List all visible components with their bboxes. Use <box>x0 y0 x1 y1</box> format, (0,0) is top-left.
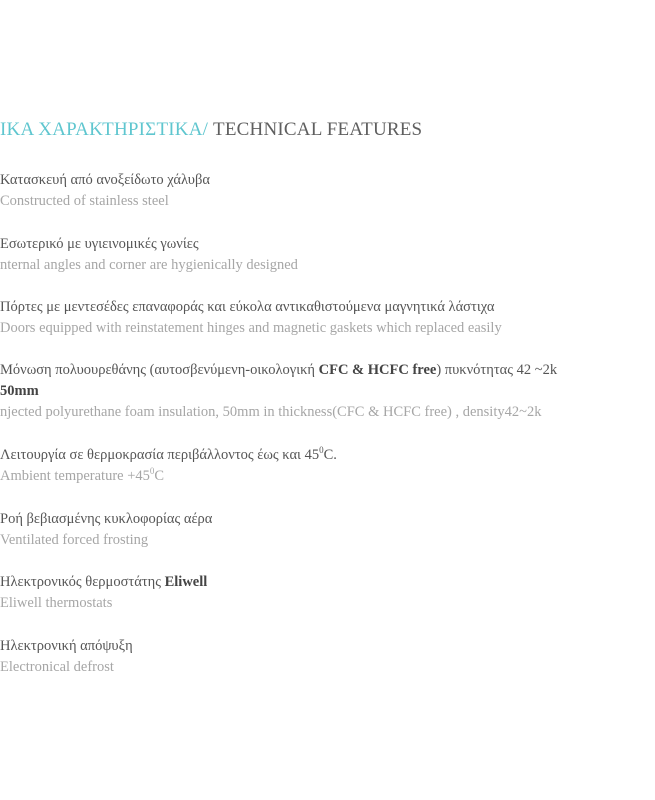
feature-greek <box>0 360 557 381</box>
feature-greek-prefix: Μόνωση πολυουρεθάνης (αυτοσβενύμενη-οικολογική <box>0 362 319 378</box>
feature-item <box>0 297 502 339</box>
feature-item <box>0 509 212 551</box>
heading-english: TECHNICAL FEATURES <box>208 119 423 140</box>
feature-english: nternal angles and corner are hygienically designed <box>0 257 298 273</box>
feature-english: Eliwell thermostats <box>0 595 113 611</box>
feature-greek-suffix: ) πυκνότητας 42 ~2k <box>436 362 558 378</box>
feature-item <box>0 360 557 423</box>
feature-greek: Εσωτερικό με υγιεινομικές γωνίες <box>0 236 199 252</box>
feature-greek-suffix: C. <box>323 447 337 463</box>
feature-greek: Ροή βεβιασμένης κυκλοφορίας αέρα <box>0 511 213 527</box>
feature-greek <box>0 445 337 466</box>
feature-item <box>0 170 210 212</box>
feature-english-suffix: C <box>154 468 165 484</box>
feature-item <box>0 234 298 276</box>
feature-greek: Ηλεκτρονική απόψυξη <box>0 638 133 654</box>
feature-greek-prefix: Ηλεκτρονικός θερμοστάτης <box>0 574 165 590</box>
feature-english: Doors equipped with reinstatement hinges and magnetic gaskets which replaced easily <box>0 320 502 336</box>
feature-greek-bold: Eliwell <box>164 574 208 590</box>
feature-item <box>0 445 337 487</box>
feature-greek: Κατασκευή από ανοξείδωτο χάλυβα <box>0 172 210 188</box>
feature-item <box>0 636 133 678</box>
heading-greek: ΙΚΑ ΧΑΡΑΚΤΗΡΙΣΤΙΚΑ/ <box>0 119 209 140</box>
feature-greek-superscript: 0 <box>319 445 324 456</box>
feature-english-prefix: Ambient temperature +45 <box>0 468 150 484</box>
feature-english-superscript: 0 <box>149 466 155 477</box>
feature-greek <box>0 572 207 593</box>
feature-greek-bold: CFC & HCFC free <box>318 362 437 378</box>
section-heading <box>0 119 422 141</box>
feature-english: Constructed of stainless steel <box>0 193 169 209</box>
feature-english: Electronical defrost <box>0 659 114 675</box>
feature-english: Ventilated forced frosting <box>0 532 149 548</box>
feature-english: njected polyurethane foam insulation, 50mm in thickness(CFC & HCFC free) , density42~2k <box>0 404 542 420</box>
feature-english <box>0 466 337 487</box>
feature-greek-thickness: 50mm <box>0 383 39 399</box>
feature-item <box>0 572 207 614</box>
feature-greek-prefix: Λειτουργία σε θερμοκρασία περιβάλλοντος έως και 45 <box>0 447 320 463</box>
feature-greek-line2 <box>0 381 557 402</box>
feature-greek: Πόρτες με μεντεσέδες επαναφοράς και εύκολα αντικαθιστούμενα μαγνητικά λάστιχα <box>0 299 495 315</box>
